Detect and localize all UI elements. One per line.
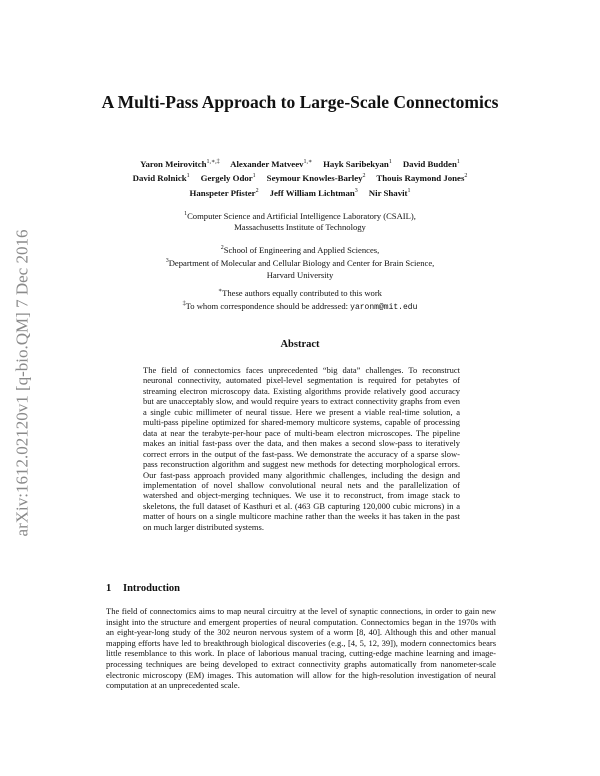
author-affil: 2: [255, 187, 259, 194]
author-name: Gergely Odor: [200, 173, 253, 184]
section-title: Introduction: [123, 583, 180, 594]
affiliation-text: Computer Science and Artificial Intelligence Laboratory (CSAIL),: [187, 210, 416, 221]
affiliation-2-3: $^2$School of Engineering and Applied Sciences, $^3$Department of Molecular and Cellular Biology and Center for Brain Science, Harvard University: [100, 243, 500, 281]
author-notes: ∗These authors equally contributed to this work ‡To whom correspondence should be addressed: yaronm@mit.edu: [182, 287, 418, 313]
email-link[interactable]: yaronm@mit.edu: [350, 303, 418, 313]
author-name: Hanspeter Pfister: [189, 187, 256, 198]
author-affil: 1: [407, 187, 411, 194]
author-name: Jeff William Lichtman: [269, 187, 355, 198]
introduction-paragraph: The field of connectomics aims to map neural circuitry at the level of synaptic connections, in order to gain new insight into the structure and emergent properties of neural computation. Connectomics began in the 1970s with an eight-year-long study of the 302 neuron nervous system of a worm [8, 40]. Although this and other manual mapping efforts have led to breakthrough biological discoveries (e.g., [4, 5, 12, 39]), modern connectomics bears little resemblance to this work. In place of laborious manual tracing, cutting-edge machine learning and image-processing techniques are being developed to extract connectivity graphs automatically from nanometer-scale electronic microscopy (EM) images. This automation will allow for the high-resolution investigation of neural computation at an unprecedented scale.: [106, 606, 496, 691]
author-name: Seymour Knowles-Barley: [266, 173, 363, 184]
equal-contribution-note: These authors equally contributed to this work: [222, 287, 382, 298]
author-affil: 2: [362, 173, 366, 180]
arxiv-identifier: [6, 183, 38, 583]
author-affil: 3: [354, 187, 358, 194]
author-name: Alexander Matveev: [230, 158, 304, 169]
affiliation-1: $^1$Computer Science and Artificial Intelligence Laboratory (CSAIL), Massachusetts Institute of Technology: [100, 209, 500, 234]
author-line-2: [95, 170, 505, 184]
author-affil: 1: [388, 159, 392, 165]
author-list: [95, 156, 505, 199]
author-name: David Budden: [402, 158, 457, 169]
author-name: David Rolnick: [132, 173, 187, 184]
affiliation-text: Massachusetts Institute of Technology: [234, 222, 366, 233]
author-affil: 1: [252, 173, 256, 180]
author-affil: 1,∗: [303, 159, 313, 165]
author-affil: 2: [464, 173, 468, 180]
author-line-1: [95, 156, 505, 170]
affiliation-text: School of Engineering and Applied Sciences,: [223, 244, 380, 255]
author-line-3: [95, 185, 505, 199]
author-name: Nir Shavit: [368, 187, 408, 198]
arxiv-id-text: arXiv:1612.02120v1 [q-bio.QM] 7 Dec 2016: [12, 229, 31, 537]
paper-title: A Multi-Pass Approach to Large-Scale Connectomics: [101, 92, 499, 112]
affiliation-text: Harvard University: [266, 269, 334, 280]
abstract-body: The field of connectomics faces unprecedented “big data” challenges. To reconstruct neuronal connectivity, automated pixel-level segmentation is required for petabytes of streaming electron microscopy data. Existing algorithms provide relatively good accuracy but are unacceptably slow, and would require years to extract connectivity graphs from even a single cubic millimeter of neural tissue. Here we present a viable real-time solution, a multi-pass pipeline optimized for shared-memory multicore systems, capable of processing data at near the terabyte-per-hour pace of multi-beam electron microscopes. The pipeline makes an initial fast-pass over the data, and then makes a second slow-pass to iteratively correct errors in the output of the fast-pass. We demonstrate the accuracy of a sparse slow-pass reconstruction algorithm and suggest new methods for detecting morphological errors. Our fast-pass approach provided many algorithmic challenges, including the design and implementation of novel shallow convolutional neural nets and the parallelization of watershed and object-merging techniques. We use it to reconstruct, from image stack to skeletons, the full dataset of Kasthuri et al. (463 GB capturing 120,000 cubic microns) in a matter of hours on a single multicore machine rather than the weeks it has taken in the past on much larger distributed systems.: [143, 365, 460, 532]
author-affil: 1,∗,‡: [206, 159, 220, 165]
author-affil: 1: [456, 159, 460, 165]
author-affil: 1: [186, 173, 190, 180]
author-name: Hayk Saribekyan: [323, 158, 389, 169]
author-name: Thouis Raymond Jones: [376, 173, 465, 184]
correspondence-note: To whom correspondence should be addressed:: [185, 301, 351, 312]
affiliation-text: Department of Molecular and Cellular Biology and Center for Brain Science,: [168, 258, 435, 269]
author-name: Yaron Meirovitch: [140, 158, 207, 169]
section-number: 1: [106, 583, 112, 594]
abstract-heading: Abstract: [280, 339, 320, 350]
section-heading: [106, 583, 180, 594]
